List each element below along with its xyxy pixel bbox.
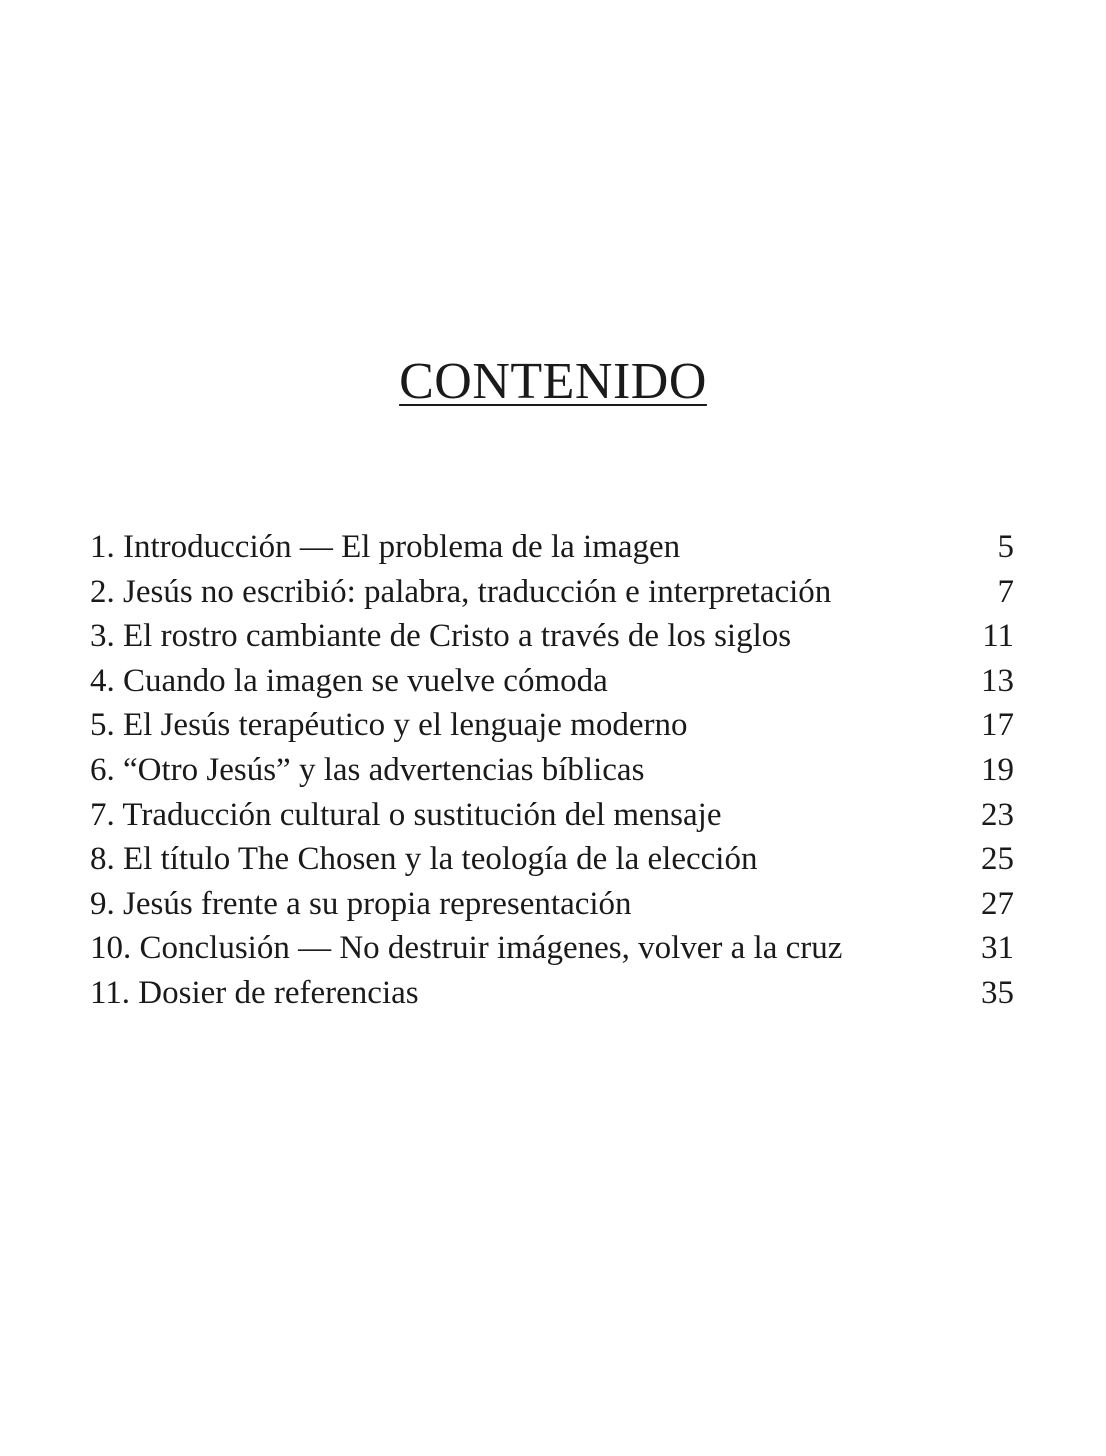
toc-entry-label: 4. Cuando la imagen se vuelve cómoda [90, 662, 608, 699]
toc-entry-label: 5. El Jesús terapéutico y el lenguaje moderno [90, 707, 688, 744]
toc-entry-page: 31 [981, 930, 1014, 967]
toc-entry [90, 748, 1014, 793]
toc-entry-page: 17 [981, 707, 1014, 744]
toc-entry-page: 23 [981, 796, 1014, 833]
toc-entry-label: 6. “Otro Jesús” y las advertencias bíblicas [90, 751, 645, 788]
toc-entry [90, 882, 1014, 927]
toc-entry-label: 11. Dosier de referencias [90, 974, 419, 1011]
toc-entry-label: 2. Jesús no escribió: palabra, traducción e interpretación [90, 573, 832, 610]
toc-entry [90, 525, 1014, 570]
toc-entry [90, 570, 1014, 615]
toc-entry [90, 614, 1014, 659]
page-title: CONTENIDO [399, 353, 707, 410]
toc-entry-label: 8. El título The Chosen y la teología de la elección [90, 841, 758, 878]
toc-entry-page: 5 [997, 529, 1014, 565]
toc-entry-label: 7. Traducción cultural o sustitución del mensaje [90, 796, 722, 833]
toc-entry-label: 1. Introducción — El problema de la imagen [90, 529, 681, 565]
toc-entry [90, 703, 1014, 748]
toc-entry [90, 971, 1014, 1016]
toc-entry [90, 837, 1014, 882]
table-of-contents [90, 525, 1014, 1016]
toc-entry-label: 3. El rostro cambiante de Cristo a través de los siglos [90, 618, 792, 655]
toc-entry-label: 10. Conclusión — No destruir imágenes, volver a la cruz [90, 930, 843, 967]
toc-entry-page: 7 [997, 573, 1014, 610]
toc-entry [90, 793, 1014, 838]
toc-entry-page: 27 [981, 885, 1014, 922]
toc-entry-page: 25 [981, 841, 1014, 878]
toc-entry-page: 13 [981, 662, 1014, 699]
toc-entry-page: 19 [981, 751, 1014, 788]
toc-entry [90, 926, 1014, 971]
toc-entry [90, 659, 1014, 704]
toc-entry-page: 35 [981, 974, 1014, 1011]
toc-entry-label: 9. Jesús frente a su propia representación [90, 885, 632, 922]
toc-entry-page: 11 [982, 618, 1014, 655]
